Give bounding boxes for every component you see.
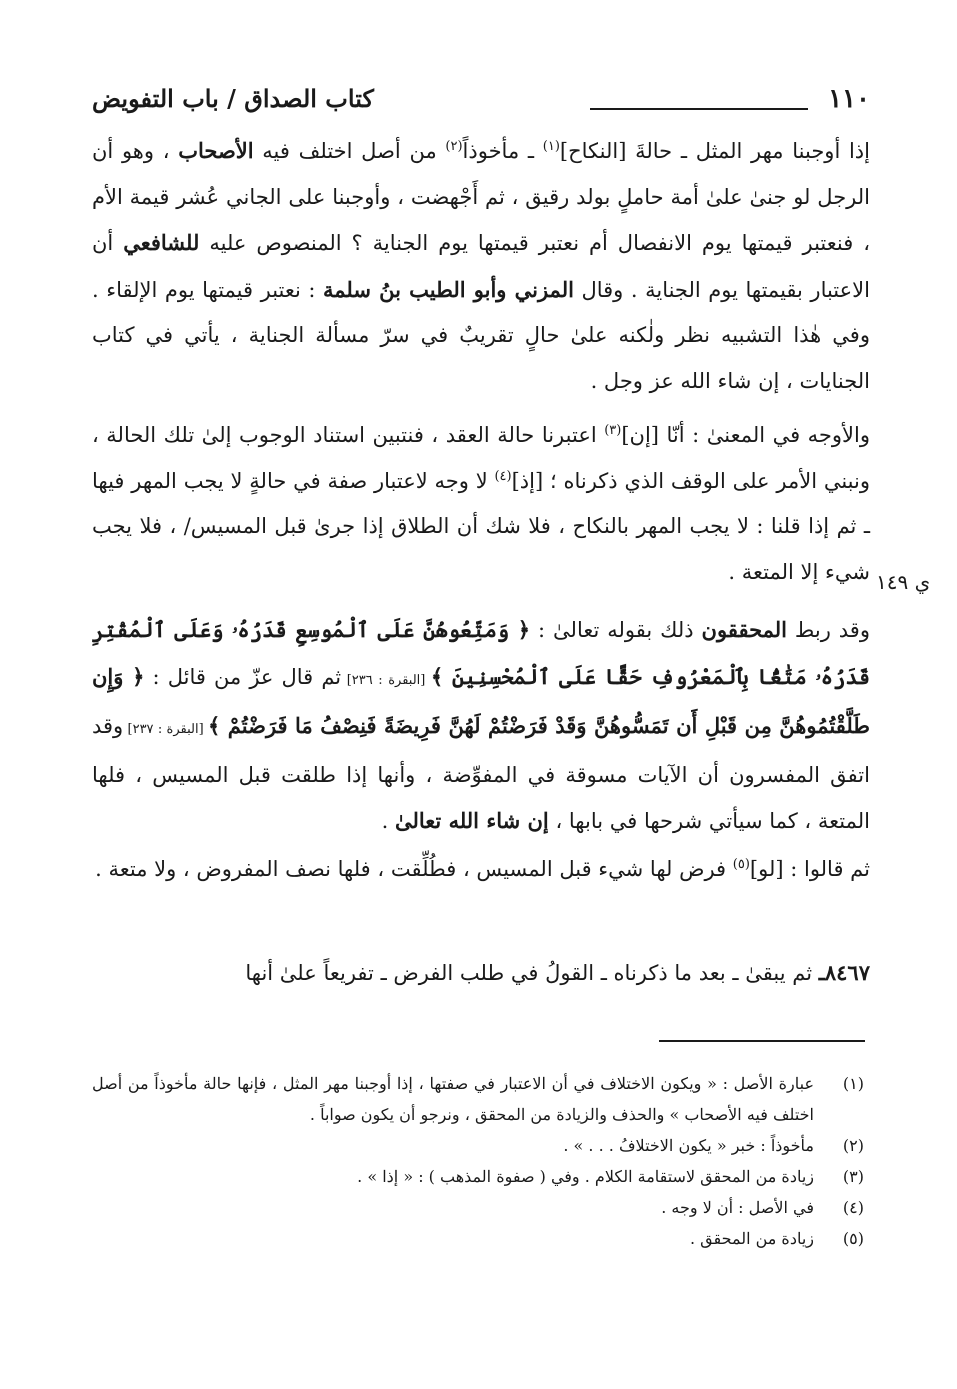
paragraph-2: والأوجه في المعنىٰ : أنّا [إن]$^{(٣)}$ اعتبرنا حالة العقد ، فنتبين استناد الوجوب إلىٰ تلك الحالة ، ونبني الأمر على الوقف الذي ذكرناه ؛ [إذ]$^{(٤)}$ لا وجه لاعتبار صفة في حالةٍ لا يجب المهر فيها ـ ثم إذا قلنا : لا يجب المهر بالنكاح ، فلا شك أن الطلاق إذا جرىٰ قبل المسيس/ ، فلا يجب شيء إلا المتعة . xyxy=(92,423,870,584)
quran-verse-2: ﴿ وَإِن طَلَّقْتُمُوهُنَّ مِن قَبْلِ أَن تَمَسُّوهُنَّ وَقَدْ فَرَضْتُمْ لَهُنَّ فَرِيضَةً فَنِصْفُ مَا فَرَضْتُمْ ﴾ xyxy=(92,663,870,738)
verse-reference-2: [البقرة : ٢٣٧] xyxy=(123,722,208,737)
page-header xyxy=(92,84,870,124)
paragraph-1: إذا أوجبنا مهر المثل ـ حالةَ [النكاح]$^{(١)}$ ـ مأخوذاً$^{(٢)}$ من أصل اختلف فيه الأصحاب ، وهو أن الرجل لو جنىٰ علىٰ أمة حاملٍ بولد رقيق ، ثم أَجْهضت ، وأوجبنا على الجاني عُشر قيمة الأم ، فنعتبر قيمتها يوم الانفصال أم نعتبر قيمتها يوم الجناية ؟ المنصوص عليه للشافعي أن الاعتبار بقيمتها يوم الجناية . وقال المزني وأبو الطيب بنُ سلمة : نعتبر قيمتها يوم الإلقاء . وفي هٰذا التشبيه نظر ولٰكنه علىٰ حالٍ تقريبٌ في سرّ مسألة الجناية ، يأتي في كتاب الجنايات ، إن شاء الله عز وجل . xyxy=(92,138,870,393)
main-text xyxy=(92,128,870,996)
footnote-ref-3[interactable]: (٣) xyxy=(604,423,622,438)
footnote-3: (٣) زيادة من المحقق لاستقامة الكلام . وفي ( صفوة المذهب ) : « إذا » . xyxy=(357,1167,864,1186)
paragraph-3: وقد ربط المحققون ذلك بقوله تعالىٰ : ﴿ وَمَتِّعُوهُنَّ عَلَى ٱلْمُوسِعِ قَدَرُهُۥ وَعَلَى ٱلْمُقْتِرِ قَدَرُهُۥ مَتَٰعًۢا بِٱلْمَعْرُوفِ حَقًّا عَلَى ٱلْمُحْسِنِينَ ﴾ [البقرة : ٢٣٦] ثم قال عزّ من قائل : ﴿ وَإِن طَلَّقْتُمُوهُنَّ مِن قَبْلِ أَن تَمَسُّوهُنَّ وَقَدْ فَرَضْتُمْ لَهُنَّ فَرِيضَةً فَنِصْفُ مَا فَرَضْتُمْ ﴾ [البقرة : ٢٣٧] وقد اتفق المفسرون أن الآيات مسوقة في المفوِّضة ، وأنها إذا طلقت قبل المسيس ، فلها المتعة ، كما سيأتي شرحها في بابها ، إن شاء الله تعالىٰ . xyxy=(92,617,871,833)
footnote-ref-1[interactable]: (١) xyxy=(542,139,560,154)
footnote-separator xyxy=(659,1040,865,1042)
footnote-5: (٥) زيادة من المحقق . xyxy=(690,1229,864,1248)
footnote-2: (٢) مأخوذاً : خبر « يكون الاختلافُ . . . » . xyxy=(563,1136,864,1155)
footnotes xyxy=(92,1068,870,1254)
verse-reference-1: [البقرة : ٢٣٦] xyxy=(341,672,431,688)
footnote-ref-5[interactable]: (٥) xyxy=(732,857,750,872)
paragraph-5: ٨٤٦٧ـ ثم يبقىٰ ـ بعد ما ذكرناه ـ القولُ في طلب الفرض ـ تفريعاً علىٰ أنها xyxy=(245,960,870,985)
footnote-4: (٤) في الأصل : أن لا وجه . xyxy=(661,1198,864,1217)
footnote-1: (١) عبارة الأصل : « ويكون الاختلاف في أن الاعتبار في صفتها ، إذا أوجبنا مهر المثل ، فإنها حالة مأخوذاً من أصل اختلف فيه الأصحاب » والحذف والزيادة من المحقق ، ونرجو أن يكون صواباً . xyxy=(92,1074,864,1124)
footnote-ref-2[interactable]: (٢) xyxy=(445,139,463,154)
paragraph-4: ثم قالوا : [لو]$^{(٥)}$ فرض لها شيء قبل المسيس ، فطُلِّقت ، فلها نصف المفروض ، ولا متعة . xyxy=(95,857,870,881)
page-number: ١١٠ xyxy=(828,84,870,114)
quran-verse-1: ﴿ وَمَتِّعُوهُنَّ عَلَى ٱلْمُوسِعِ قَدَرُهُۥ وَعَلَى ٱلْمُقْتِرِ قَدَرُهُۥ مَتَٰعًۢا بِٱلْمَعْرُوفِ حَقًّا عَلَى ٱلْمُحْسِنِينَ ﴾ xyxy=(92,617,871,689)
issue-number: ٨٤٦٧ـ xyxy=(818,960,870,985)
running-title: كتاب الصداق / باب التفويض xyxy=(92,84,374,113)
footnote-ref-4[interactable]: (٤) xyxy=(494,468,512,484)
margin-page-reference: ي ١٤٩ xyxy=(876,570,931,594)
header-rule xyxy=(590,108,808,110)
